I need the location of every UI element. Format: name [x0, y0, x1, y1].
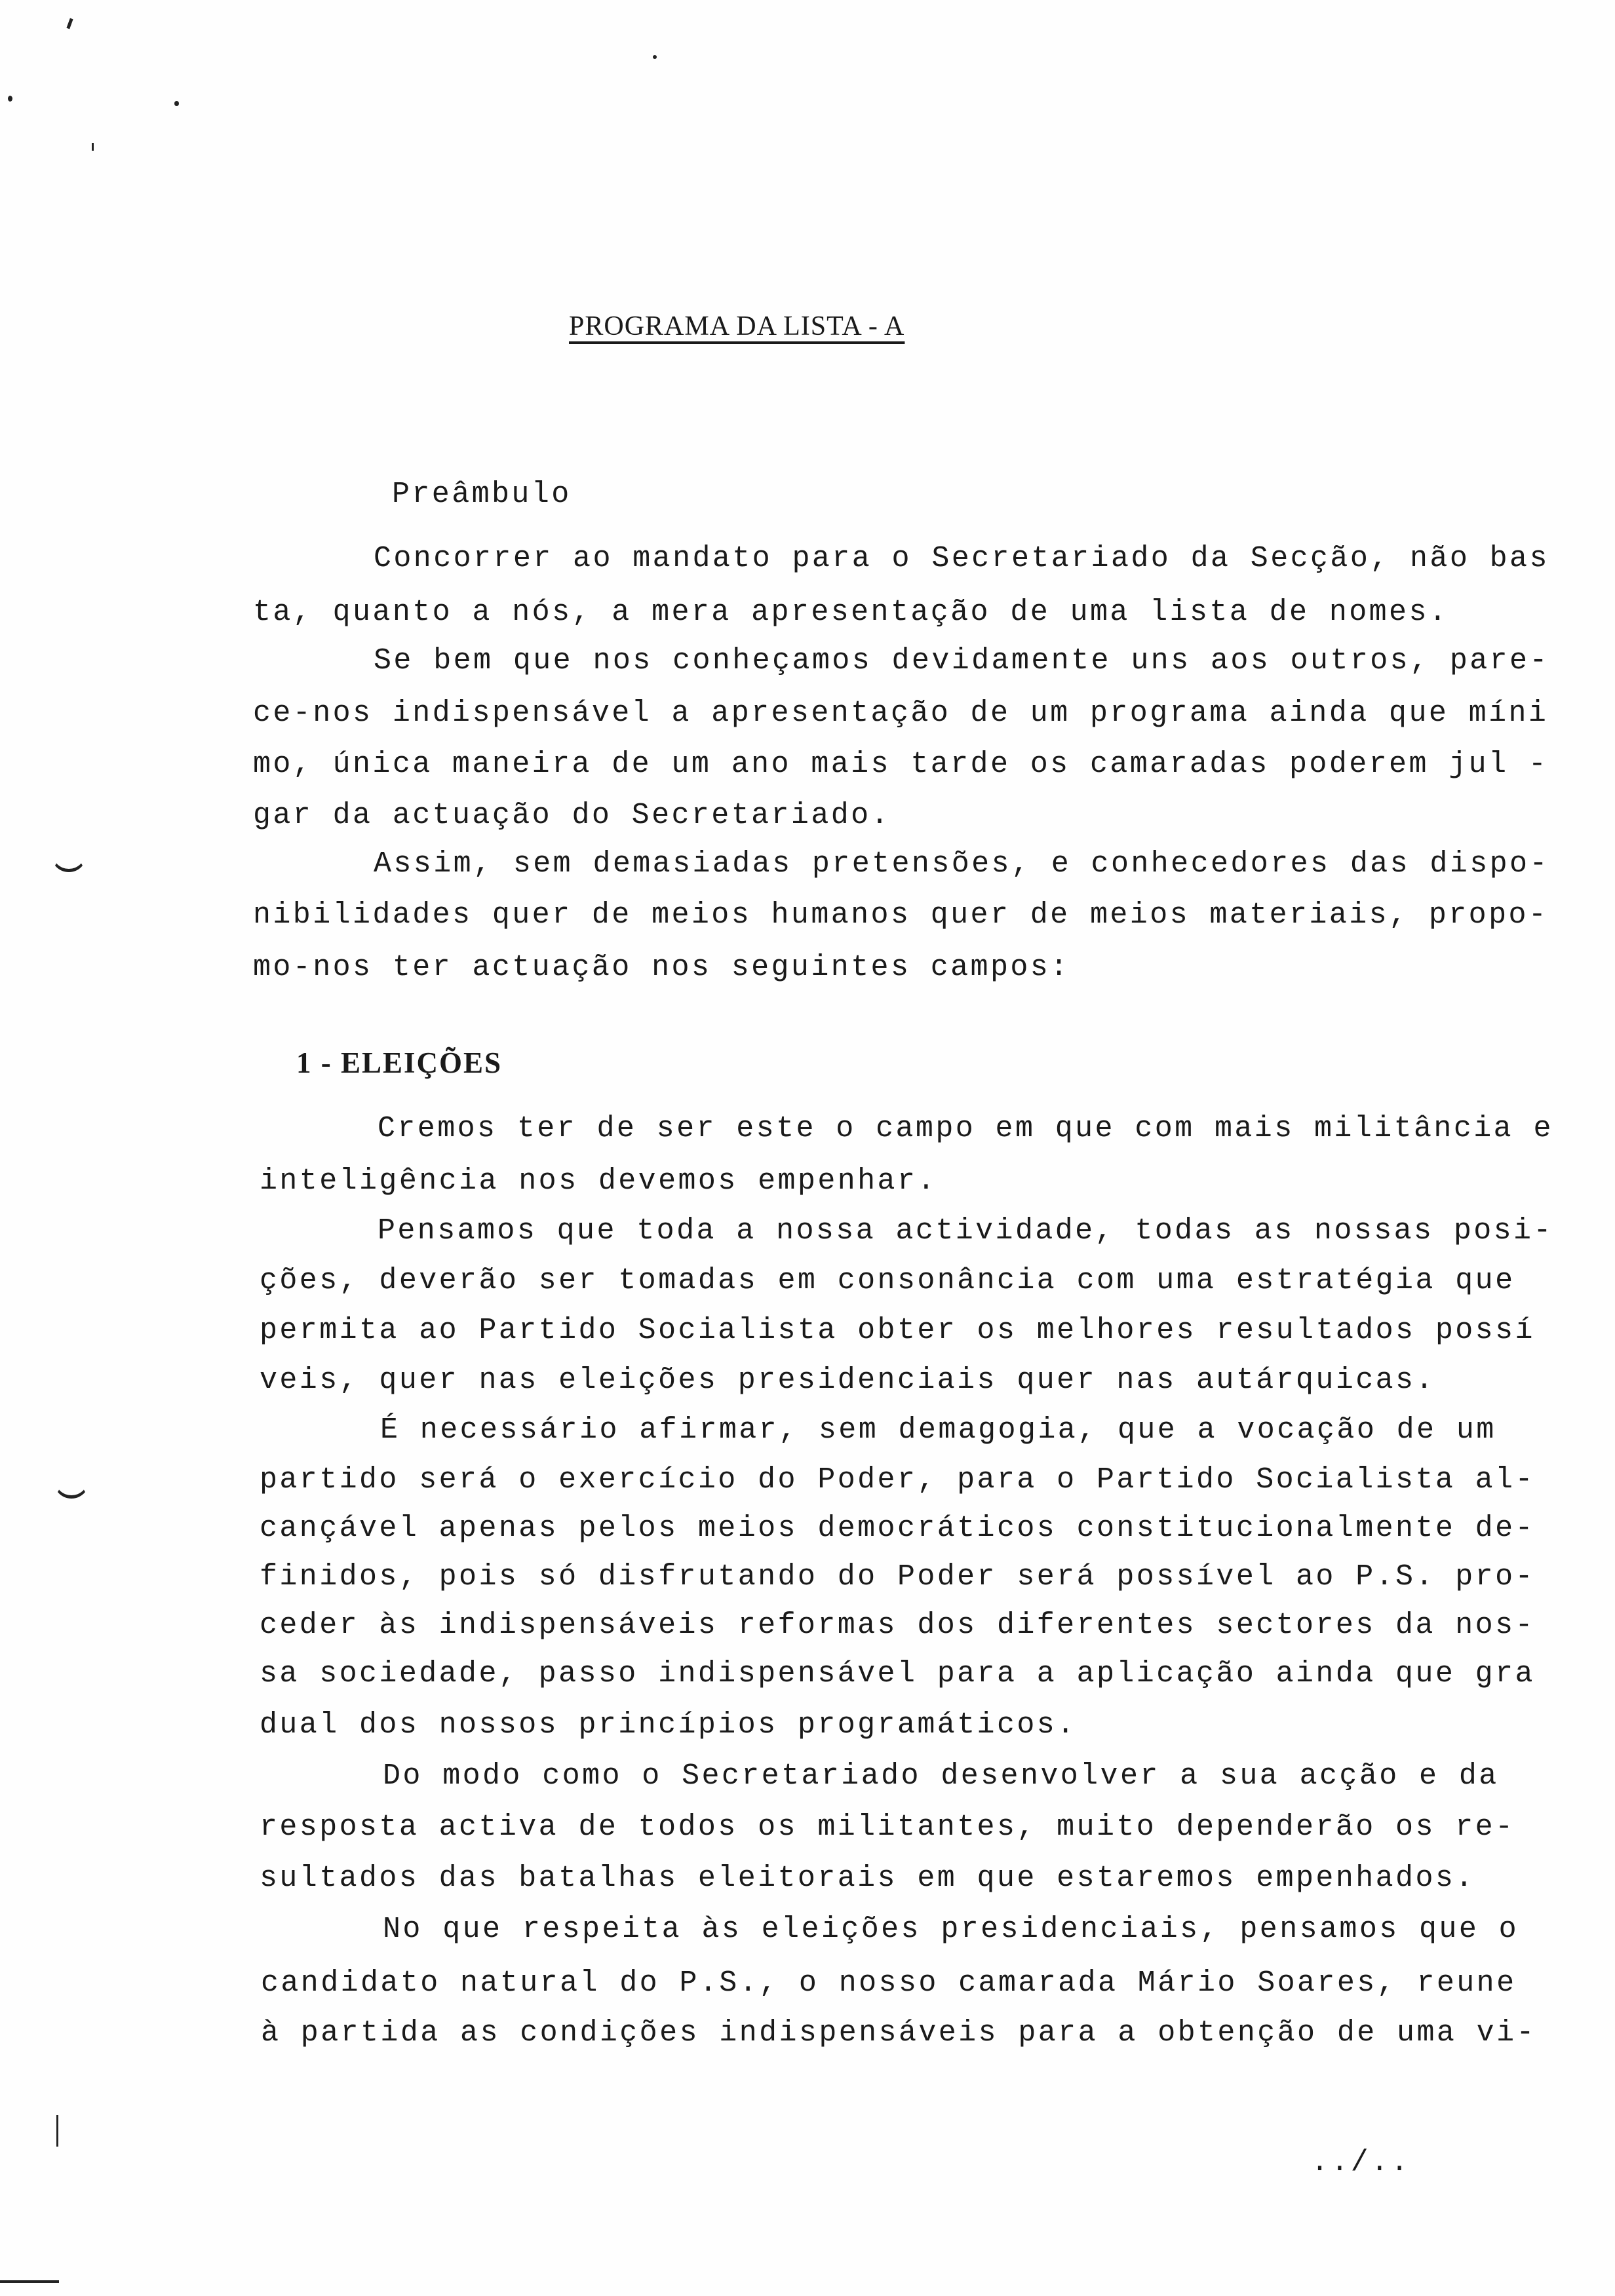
- scan-speck: [56, 2115, 58, 2147]
- text-line: cançável apenas pelos meios democráticos constitucionalmente de-: [260, 1512, 1535, 1545]
- text-line: Se bem que nos conheçamos devidamente uns aos outros, pare-: [374, 644, 1549, 678]
- scan-speck: [92, 143, 94, 151]
- text-line: ções, deverão ser tomadas em consonância com uma estratégia que: [260, 1264, 1515, 1297]
- text-line: ta, quanto a nós, a mera apresentação de uma lista de nomes.: [253, 596, 1449, 629]
- text-line: sultados das batalhas eleitorais em que estaremos empenhados.: [260, 1862, 1475, 1895]
- text-line: à partida as condições indispensáveis para a obtenção de uma vi-: [261, 2016, 1536, 2050]
- text-line: partido será o exercício do Poder, para o Partido Socialista al-: [260, 1463, 1535, 1497]
- text-line: ce-nos indispensável a apresentação de um programa ainda que míni: [253, 697, 1549, 730]
- text-line: mo, única maneira de um ano mais tarde os camaradas poderem jul -: [253, 748, 1549, 781]
- text-line: É necessário afirmar, sem demagogia, que a vocação de um: [380, 1413, 1496, 1447]
- text-line: mo-nos ter actuação nos seguintes campos:: [253, 951, 1070, 984]
- text-line: No que respeita às eleições presidenciais, pensamos que o: [383, 1913, 1519, 1946]
- text-line: dual dos nossos princípios programáticos.: [260, 1708, 1077, 1742]
- text-line: Pensamos que toda a nossa actividade, todas as nossas posi-: [378, 1214, 1553, 1248]
- text-line: nibilidades quer de meios humanos quer de meios materiais, propo-: [253, 898, 1549, 932]
- text-line: veis, quer nas eleições presidenciais quer nas autárquicas.: [260, 1364, 1435, 1397]
- section-heading-preamble: Preâmbulo: [392, 478, 572, 511]
- scan-speck: [0, 2280, 59, 2283]
- text-line: Do modo como o Secretariado desenvolver a sua acção e da: [383, 1759, 1499, 1793]
- continuation-mark: ../..: [1311, 2146, 1411, 2179]
- text-line: Assim, sem demasiadas pretensões, e conhecedores das dispo-: [374, 847, 1549, 881]
- scan-speck: [653, 55, 657, 59]
- text-line: finidos, pois só disfrutando do Poder será possível ao P.S. pro-: [260, 1560, 1535, 1594]
- text-line: Concorrer ao mandato para o Secretariado da Secção, não bas: [374, 542, 1549, 575]
- text-line: gar da actuação do Secretariado.: [253, 799, 891, 832]
- text-line: inteligência nos devemos empenhar.: [260, 1164, 937, 1198]
- scan-speck: [8, 96, 12, 102]
- text-line: candidato natural do P.S., o nosso camarada Mário Soares, reune: [261, 1966, 1517, 2000]
- scan-speck: [66, 18, 73, 29]
- punch-hole-mark: [51, 852, 87, 872]
- text-line: resposta activa de todos os militantes, muito dependerão os re-: [260, 1810, 1515, 1844]
- text-line: permita ao Partido Socialista obter os melhores resultados possí: [260, 1314, 1535, 1347]
- text-line: Cremos ter de ser este o campo em que com mais militância e: [378, 1112, 1553, 1145]
- punch-hole-mark: [54, 1478, 89, 1499]
- scan-speck: [174, 101, 179, 106]
- text-line: sa sociedade, passo indispensável para a aplicação ainda que gra: [260, 1657, 1535, 1691]
- document-title: PROGRAMA DA LISTA - A: [569, 311, 905, 341]
- section-heading-eleicoes: 1 - ELEIÇÕES: [296, 1046, 503, 1079]
- text-line: ceder às indispensáveis reformas dos diferentes sectores da nos-: [260, 1609, 1535, 1642]
